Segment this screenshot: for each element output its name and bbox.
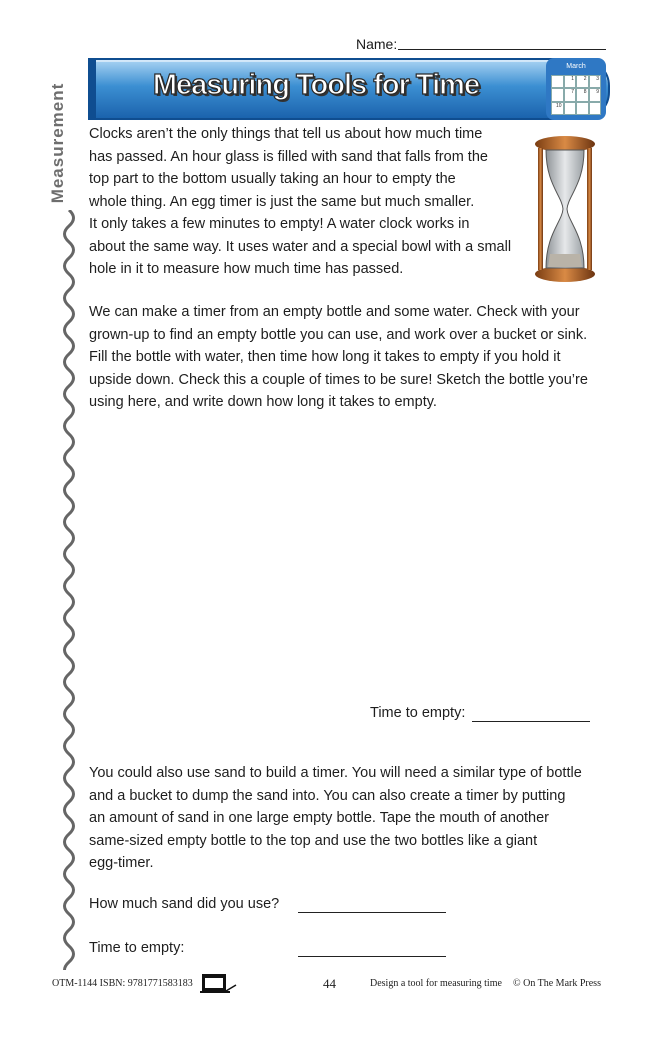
text-line: hole in it to measure how much time has passed. [89, 261, 404, 277]
text-line: It only takes a few minutes to empty! A water clock works in [89, 216, 470, 232]
water-timer-paragraph [89, 301, 588, 414]
page-title: Measuring Tools for Time [152, 69, 480, 101]
decorative-wave-border [56, 210, 82, 970]
page-number: 44 [323, 976, 336, 991]
section-label [43, 68, 73, 218]
time-to-empty-label: Time to empty: [370, 705, 466, 721]
calendar-day: 3 [589, 75, 602, 88]
footer-caption: Design a tool for measuring time [370, 978, 502, 989]
sand-question-label: How much sand did you use? [89, 896, 280, 912]
text-line: has passed. An hour glass is filled with sand that falls from the [89, 148, 488, 165]
calendar-day [551, 88, 564, 101]
text-line: same-sized empty bottle to the top and use the two bottles like a giant [89, 832, 538, 849]
calendar-day: 9 [589, 88, 602, 101]
text-line: whole thing. An egg timer is just the same but much smaller. [89, 193, 475, 210]
text-line: egg-timer. [89, 855, 154, 871]
banner-edge [88, 58, 96, 120]
text-line: You could also use sand to build a timer. You will need a similar type of bottle [89, 765, 582, 781]
calendar-day: 2 [576, 75, 589, 88]
time-to-empty-label: Time to empty: [89, 940, 185, 956]
text-line: an amount of sand in one large empty bottle. Tape the mouth of another [89, 810, 550, 826]
calendar-day [589, 102, 602, 115]
calendar-day: 8 [576, 88, 589, 101]
intro-paragraph [89, 123, 511, 281]
name-label: Name: [356, 36, 398, 52]
sand-amount-field[interactable] [89, 896, 449, 918]
text-line: Fill the bottle with water, then time how long it takes to empty if you hold it [89, 349, 561, 365]
calendar-icon [546, 58, 606, 120]
text-line: using here, and write down how long it takes to empty. [89, 394, 437, 410]
section-label-text: Measurement [48, 82, 67, 204]
calendar-day [551, 75, 564, 88]
footer-copyright: © On The Mark Press [513, 978, 601, 989]
sand-timer-paragraph [89, 762, 582, 875]
time-to-empty-field-2[interactable] [89, 940, 449, 962]
calendar-day: 10 [551, 102, 564, 115]
answer-line[interactable] [472, 721, 590, 722]
footer-code: OTM-1144 ISBN: 9781771583183 [52, 978, 193, 989]
text-line: Clocks aren’t the only things that tell us about how much time [89, 126, 483, 142]
answer-line[interactable] [298, 912, 446, 913]
name-field[interactable] [356, 36, 606, 54]
title-banner [88, 58, 610, 120]
text-line: top part to the bottom usually taking an hour to empty the [89, 171, 456, 187]
time-to-empty-field-1[interactable] [370, 705, 590, 727]
answer-line[interactable] [298, 956, 446, 957]
calendar-day: 1 [564, 75, 577, 88]
text-line: upside down. Check this a couple of times to be sure! Sketch the bottle you’re [89, 371, 588, 388]
text-line: grown-up to find an empty bottle you can use, and work over a bucket or sink. [89, 326, 588, 343]
name-line[interactable] [398, 49, 606, 50]
hourglass-icon [532, 134, 598, 284]
calendar-day [576, 102, 589, 115]
text-line: about the same way. It uses water and a special bowl with a small [89, 238, 512, 255]
text-line: and a bucket to dump the sand into. You can also create a timer by putting [89, 787, 566, 804]
calendar-day: 7 [564, 88, 577, 101]
calendar-day [564, 102, 577, 115]
calendar-month: March [566, 63, 586, 70]
calendar-grid [551, 75, 601, 115]
computer-icon [200, 972, 238, 994]
text-line: We can make a timer from an empty bottle and some water. Check with your [89, 304, 580, 320]
